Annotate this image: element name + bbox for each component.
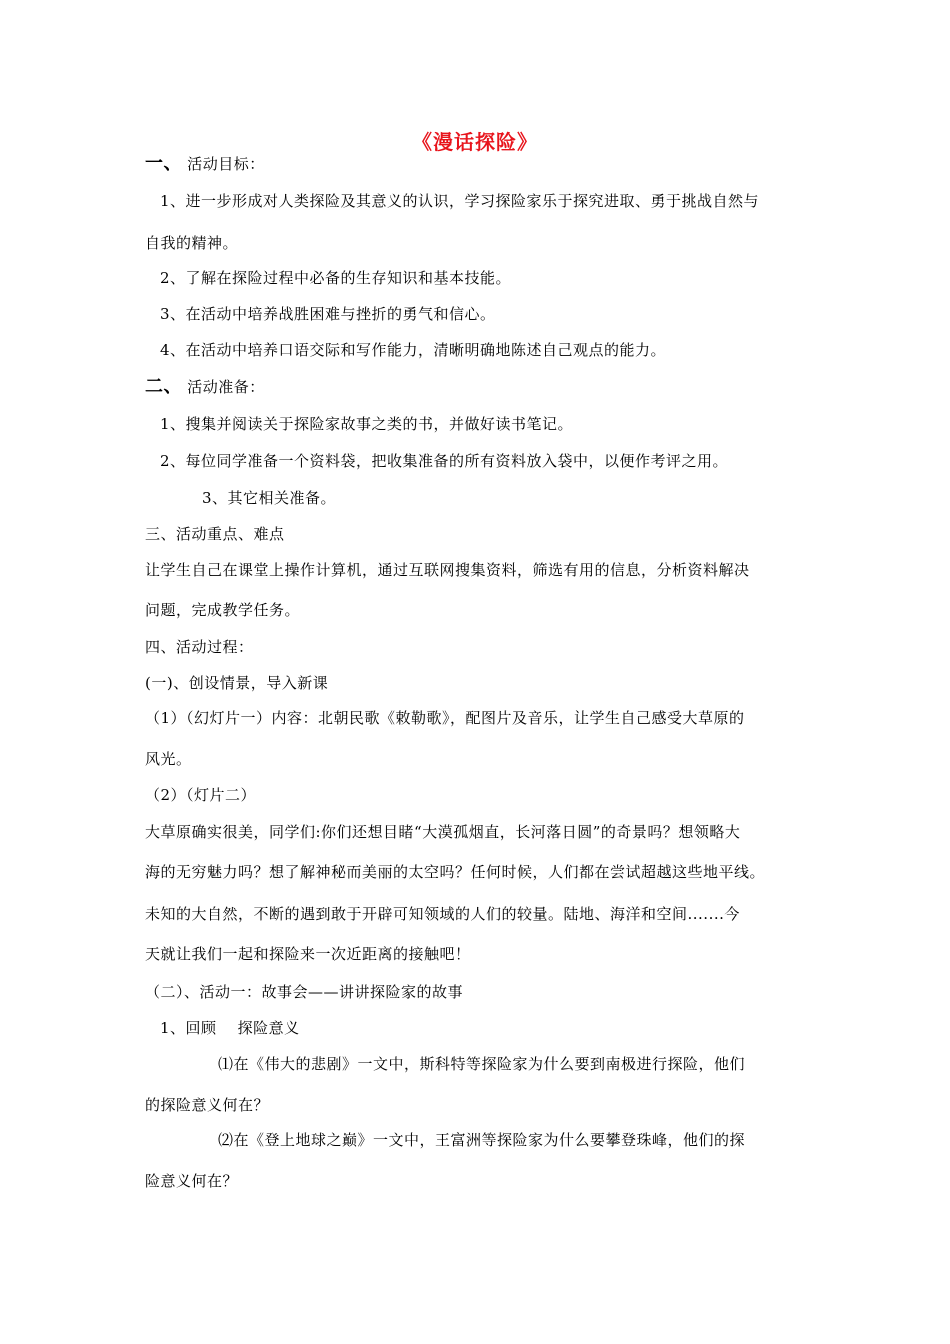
list-item: （2）（灯片二）: [145, 786, 257, 804]
section-number: 一、: [145, 153, 182, 174]
paragraph-line: 让学生自己在课堂上操作计算机，通过互联网搜集资料，筛选有用的信息，分析资料解决: [145, 561, 750, 579]
list-item: 2、每位同学准备一个资料袋，把收集准备的所有资料放入袋中，以便作考评之用。: [160, 452, 729, 470]
list-item: 3、在活动中培养战胜困难与挫折的勇气和信心。: [160, 305, 496, 323]
paragraph-line: 海的无穷魅力吗？想了解神秘而美丽的太空吗？任何时候，人们都在尝试超越这些地平线。: [145, 863, 766, 881]
section-2-heading: [145, 377, 825, 397]
list-item: 3、其它相关准备。: [202, 489, 337, 507]
section-3-heading: 三、活动重点、难点: [145, 525, 285, 543]
list-item: 4、在活动中培养口语交际和写作能力，清晰明确地陈述自己观点的能力。: [160, 341, 667, 359]
paragraph-line: ⑴在《伟大的悲剧》一文中，斯科特等探险家为什么要到南极进行探险，他们: [218, 1055, 746, 1073]
section-number: 二、: [145, 376, 182, 397]
paragraph-line: 1、进一步形成对人类探险及其意义的认识，学习探险家乐于探究进取、勇于挑战自然与: [160, 192, 760, 210]
paragraph-line: 未知的大自然，不断的遇到敢于开辟可知领域的人们的较量。陆地、海洋和空间.......今: [145, 905, 740, 923]
section-1-heading: [145, 154, 825, 174]
subsection-heading: （二）、活动一：故事会——讲讲探险家的故事: [145, 983, 464, 1001]
list-item: 2、了解在探险过程中必备的生存知识和基本技能。: [160, 269, 512, 287]
paragraph-line: 险意义何在？: [145, 1172, 239, 1190]
paragraph-line: 风光。: [145, 750, 192, 768]
document-title: 《漫话探险》: [412, 130, 538, 154]
paragraph-line: 的探险意义何在？: [145, 1096, 270, 1114]
paragraph-line: 大草原确实很美，同学们:你们还想目睹“大漠孤烟直，长河落日圆”的奇景吗？想领略大: [145, 823, 741, 841]
paragraph-line: ⑵在《登上地球之巅》一文中，王富洲等探险家为什么要攀登珠峰，他们的探: [218, 1131, 746, 1149]
section-label: 活动准备：: [187, 378, 265, 396]
section-4-heading: 四、活动过程：: [145, 638, 254, 656]
list-item: 1、搜集并阅读关于探险家故事之类的书，并做好读书笔记。: [160, 415, 574, 433]
list-item: 1、回顾 探险意义: [160, 1019, 300, 1037]
paragraph-line: 问题，完成教学任务。: [145, 601, 301, 619]
subsection-heading: (一)、创设情景，导入新课: [145, 674, 329, 692]
paragraph-line: 自我的精神。: [145, 234, 239, 252]
section-label: 活动目标：: [187, 155, 265, 173]
paragraph-line: （1）（幻灯片一）内容：北朝民歌《敕勒歌》，配图片及音乐，让学生自己感受大草原的: [145, 709, 745, 727]
paragraph-line: 天就让我们一起和探险来一次近距离的接触吧！: [145, 945, 471, 963]
